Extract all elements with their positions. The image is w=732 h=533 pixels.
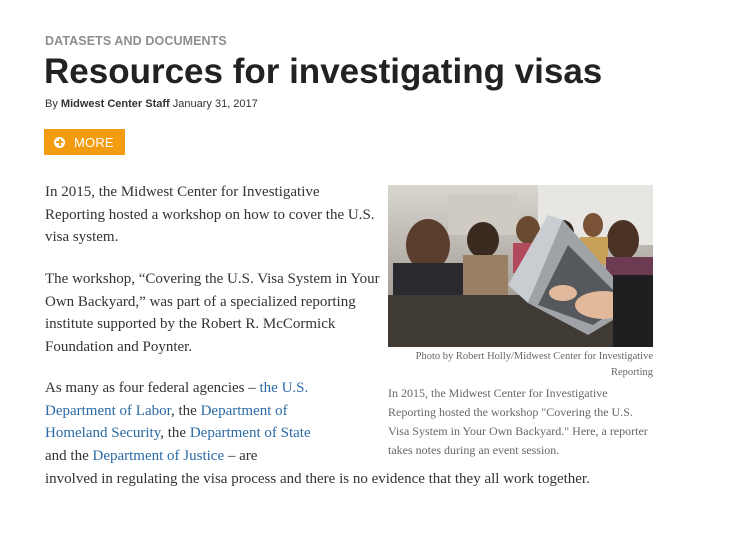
photo-credit: Photo by Robert Holly/Midwest Center for Investigative Reporting xyxy=(415,351,653,378)
p3-sep-3: and the xyxy=(45,447,89,464)
byline-date: January 31, 2017 xyxy=(172,98,258,110)
byline-prefix: By xyxy=(45,98,58,110)
p3-intro: As many as four federal agencies – xyxy=(45,380,256,396)
more-button[interactable] xyxy=(44,129,125,155)
p3-rest-a: – are xyxy=(227,447,258,464)
link-department-of-labor[interactable]: the U.S. Department of Labor xyxy=(45,380,309,419)
more-button-label: MORE xyxy=(74,134,114,150)
paragraph-1: In 2015, the Midwest Center for Investigative Reporting hosted a workshop on how to cover the U.S. visa system. xyxy=(45,184,375,245)
category-link[interactable]: DATASETS AND DOCUMENTS xyxy=(45,34,227,48)
link-department-of-justice[interactable]: Department of Justice xyxy=(92,447,225,464)
plus-circle-icon xyxy=(54,137,65,148)
link-department-of-state[interactable]: Department of State xyxy=(189,425,311,441)
classroom-photo-illustration xyxy=(388,185,653,347)
p3-sep-1: , the xyxy=(171,402,197,419)
p3-sep-2: , the xyxy=(160,425,187,441)
link-department-of-homeland-security[interactable]: Department of Homeland Security xyxy=(45,402,288,441)
byline-author[interactable]: Midwest Center Staff xyxy=(60,98,170,110)
article-photo xyxy=(388,185,653,347)
paragraph-3 xyxy=(45,377,335,467)
paragraph-3-continued: involved in regulating the visa process and there is no evidence that they all work together. xyxy=(45,471,590,487)
byline xyxy=(45,98,258,110)
page-title: Resources for investigating visas xyxy=(44,52,603,91)
paragraph-2: The workshop, “Covering the U.S. Visa System in Your Own Backyard,” was part of a specialized reporting institute supported by the Robert R. McCormick Foundation and Poynter. xyxy=(45,271,380,355)
photo-caption: In 2015, the Midwest Center for Investigative Reporting hosted the workshop "Covering the U.S. Visa System in Your Own Backyard." Here, a reporter takes notes during an event session. xyxy=(388,386,648,457)
